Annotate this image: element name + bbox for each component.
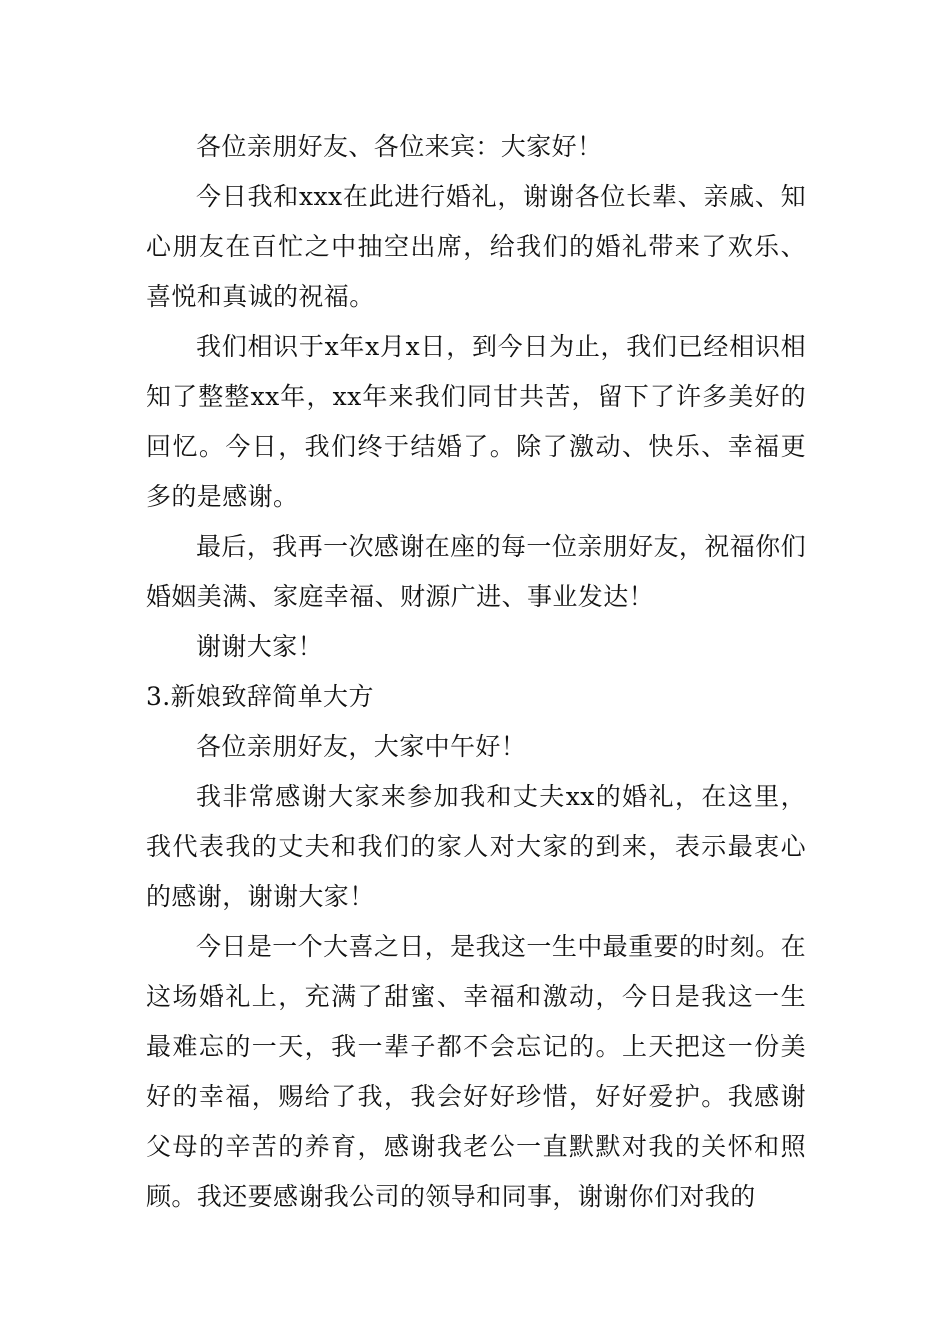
paragraph-bride-greeting: 各位亲朋好友，大家中午好！: [196, 732, 527, 761]
paragraph-final-thanks: 最后，我再一次感谢在座的每一位亲朋好友，祝福你们婚姻美满、家庭幸福、财源广进、事业发达！: [146, 532, 806, 611]
paragraph-closing: 谢谢大家！: [196, 632, 324, 661]
section-heading: 3.新娘致辞简单大方: [146, 682, 374, 711]
paragraph-greeting: 各位亲朋好友、各位来宾：大家好！: [196, 132, 603, 161]
paragraph-acquaintance: 我们相识于x年x月x日，到今日为止，我们已经相识相知了整整xx年，xx年来我们同甘共苦，留下了许多美好的回忆。今日，我们终于结婚了。除了激动、快乐、幸福更多的是感谢。: [146, 332, 806, 511]
document-body: [146, 122, 806, 1222]
paragraph-bride-thanks: 我非常感谢大家来参加我和丈夫xx的婚礼，在这里，我代表我的丈夫和我们的家人对大家的到来，表示最衷心的感谢，谢谢大家！: [146, 782, 806, 911]
paragraph-thanks-attendance: 今日我和xxx在此进行婚礼，谢谢各位长辈、亲戚、知心朋友在百忙之中抽空出席，给我们的婚礼带来了欢乐、喜悦和真诚的祝福。: [146, 182, 806, 311]
paragraph-bride-speech: 今日是一个大喜之日，是我这一生中最重要的时刻。在这场婚礼上，充满了甜蜜、幸福和激动，今日是我这一生最难忘的一天，我一辈子都不会忘记的。上天把这一份美好的幸福，赐给了我，我会好好珍惜，好好爱护。我感谢父母的辛苦的养育，感谢我老公一直默默对我的关怀和照顾。我还要感谢我公司的领导和同事，谢谢你们对我的: [146, 932, 806, 1211]
